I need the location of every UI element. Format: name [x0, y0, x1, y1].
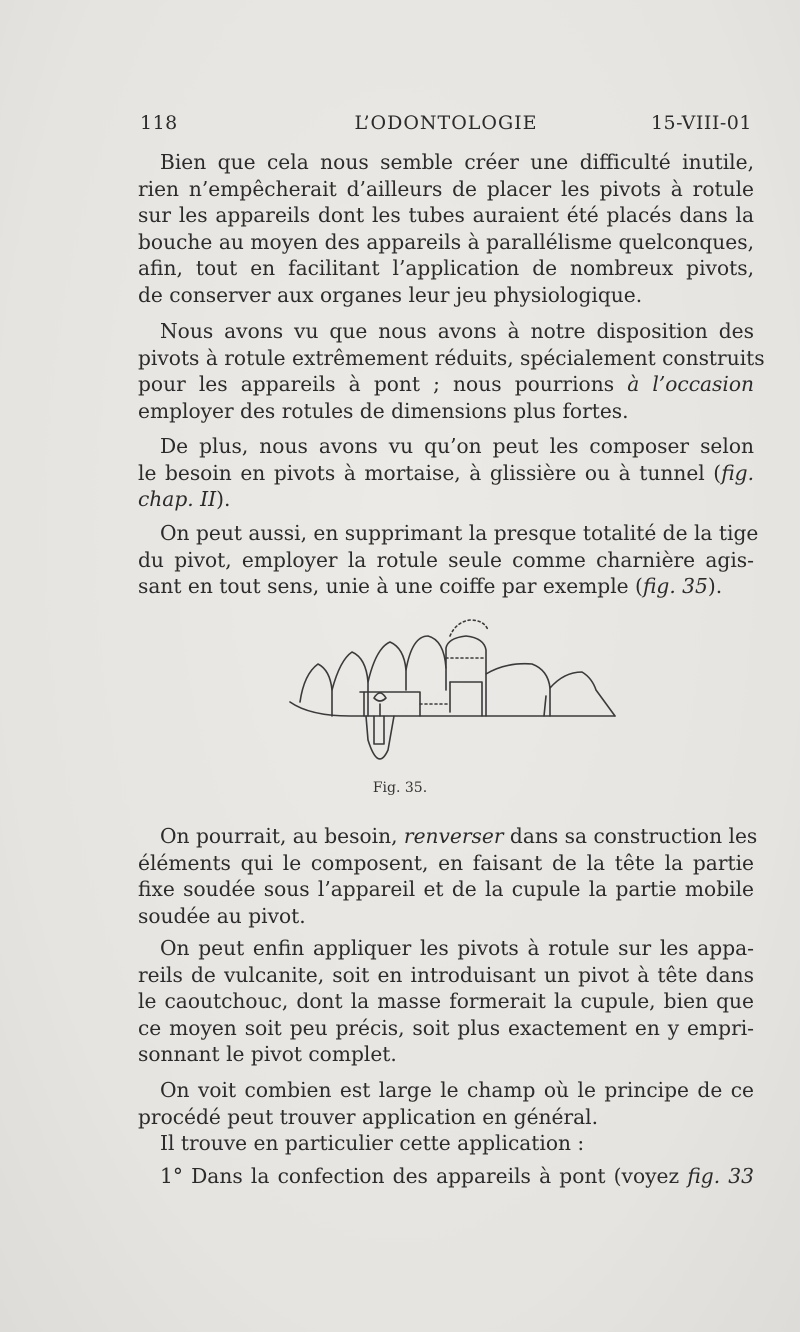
- tooth-outline: [368, 642, 406, 690]
- text-line: [138, 486, 754, 513]
- text-line: ce moyen soit peu précis, soit plus exactement en y empri-: [138, 1015, 754, 1040]
- text-fragment: On pourrait, au besoin,: [160, 824, 398, 848]
- text-line: On voit combien est large le champ où le principe de ce: [160, 1078, 754, 1102]
- tooth-outline: [406, 636, 446, 690]
- text-line-with-italic: [138, 371, 754, 398]
- tooth-outline: [544, 696, 546, 716]
- italic-fragment: à l’occasion: [627, 372, 755, 397]
- tooth-root: [366, 716, 394, 759]
- tooth-outline: [446, 636, 486, 716]
- text-line: On peut enfin appliquer les pivots à rotule sur les appa-: [160, 936, 754, 960]
- page-number: 118: [140, 112, 178, 134]
- crown-outline-dotted: [450, 620, 488, 636]
- text-line: reils de vulcanite, soit en introduisant un pivot à tête dans: [138, 962, 754, 987]
- text-fragment: pour les appareils à pont ; nous pourrions: [138, 372, 615, 397]
- text-line: procédé peut trouver application en général.: [138, 1104, 599, 1129]
- paragraph-7: [138, 1077, 754, 1130]
- paragraph-8: [138, 1130, 754, 1157]
- text-line-with-ref: [138, 460, 754, 487]
- fig-reference: fig.: [721, 460, 754, 485]
- fig-reference: fig. 35: [642, 574, 708, 599]
- text-line-with-italic: [138, 823, 758, 850]
- text-line: sonnant le pivot complet.: [138, 1042, 397, 1067]
- text-line: pivots à rotule extrêmement réduits, spécialement construits: [138, 345, 765, 370]
- text-line: Bien que cela nous semble créer une difficulté inutile,: [160, 150, 754, 174]
- tooth-outline: [550, 672, 615, 716]
- text-line: afin, tout en facilitant l’application de nombreux pivots,: [138, 256, 754, 281]
- paragraph-9: [138, 1163, 754, 1190]
- text-line: bouche au moyen des appareils à parallélisme quelconques,: [138, 229, 754, 254]
- root-canal: [374, 716, 384, 744]
- paragraph-2: [138, 318, 765, 424]
- text-fragment: sant en tout sens, unie à une coiffe par exemple (: [138, 574, 643, 599]
- running-header: [140, 112, 752, 142]
- paragraph-6: [138, 935, 754, 1068]
- paragraph-4: [138, 520, 759, 600]
- text-fragment: dans sa construction les: [509, 824, 758, 848]
- paragraph-3: [138, 433, 754, 513]
- journal-title: L’ODONTOLOGIE: [354, 112, 538, 134]
- text-fragment: le besoin en pivots à mortaise, à glissière ou à tunnel (: [138, 460, 722, 485]
- tooth-outline: [486, 664, 550, 716]
- chapter-reference: chap. II: [138, 487, 217, 512]
- text-fragment: ).: [216, 487, 231, 512]
- text-line: de conserver aux organes leur jeu physiologique.: [138, 282, 643, 307]
- tooth-outline: [300, 664, 332, 716]
- pivot-head: [374, 693, 386, 701]
- text-line: employer des rotules de dimensions plus fortes.: [138, 398, 629, 423]
- issue-date: 15-VIII-01: [650, 112, 752, 134]
- figure-caption: Fig. 35.: [372, 780, 428, 796]
- italic-fragment: renverser: [403, 824, 504, 848]
- text-line-with-ref: [138, 573, 754, 600]
- crown-cap: [360, 692, 420, 716]
- bridge-pontic: [450, 682, 482, 716]
- dental-figure: [270, 612, 630, 782]
- text-line: On peut aussi, en supprimant la presque totalité de la tige: [160, 521, 759, 545]
- text-line: Nous avons vu que nous avons à notre disposition des: [160, 319, 754, 343]
- tooth-outline: [332, 652, 368, 716]
- fig-reference: fig. 33: [687, 1164, 754, 1188]
- text-line: soudée au pivot.: [138, 903, 306, 928]
- text-fragment: 1° Dans la confection des appareils à pont (voyez: [160, 1164, 680, 1188]
- text-line: le caoutchouc, dont la masse formerait la cupule, bien que: [138, 989, 754, 1014]
- paragraph-1: [138, 149, 754, 309]
- text-line: fixe soudée sous l’appareil et de la cupule la partie mobile: [138, 877, 754, 902]
- paragraph-5: [138, 823, 758, 929]
- text-line: De plus, nous avons vu qu’on peut les composer selon: [160, 434, 754, 458]
- text-line: rien n’empêcherait d’ailleurs de placer les pivots à rotule: [138, 176, 754, 201]
- text-fragment: ).: [707, 574, 723, 599]
- text-line-with-ref: [138, 1163, 754, 1190]
- text-line: éléments qui le composent, en faisant de la tête la partie: [138, 850, 754, 875]
- text-line: Il trouve en particulier cette application :: [160, 1131, 585, 1155]
- gum-line: [290, 702, 615, 716]
- text-line: du pivot, employer la rotule seule comme charnière agis-: [138, 547, 754, 572]
- text-line: sur les appareils dont les tubes auraient été placés dans la: [138, 203, 754, 228]
